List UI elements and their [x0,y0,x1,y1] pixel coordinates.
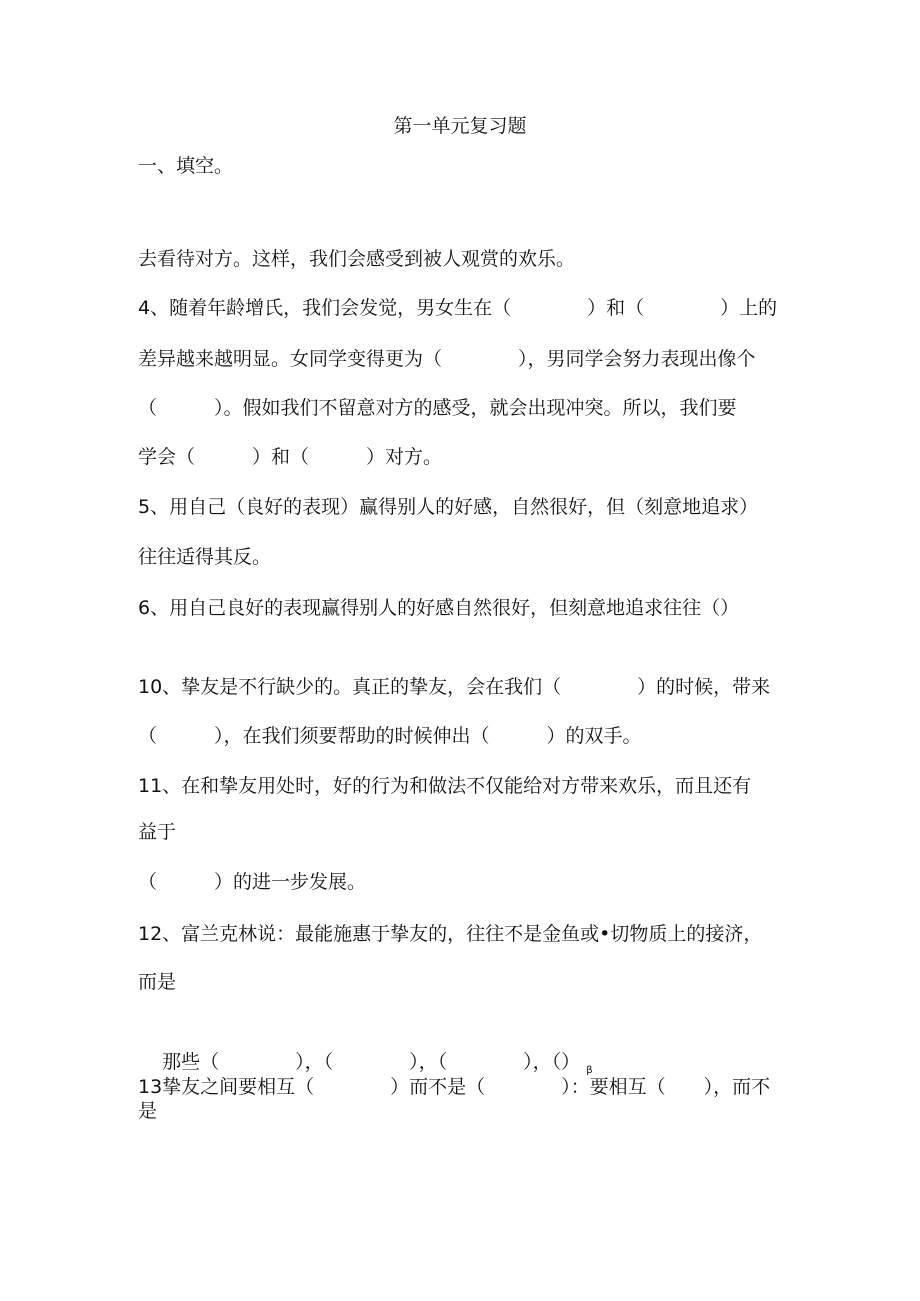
trailing-mark: β [586,1065,593,1076]
question-13-line-1: 13挚友之间要相互（ ）而不是（ ）：要相互（ ），而不 [138,1076,771,1098]
question-6-line: 6、用自己良好的表现赢得别人的好感自然很好，但刻意地追求往往（） [138,597,740,619]
page-title: 第一单元复习题 [393,115,527,137]
question-4-line-2: 差异越来越明显。女同学变得更为（ ），男同学会努力表现出像个 [138,348,756,370]
question-13-line-2: 是 [138,1100,158,1122]
text-line-1: 去看待对方。这样，我们会感受到被人观赏的欢乐。 [138,248,576,270]
question-4-line-1: 4、随着年龄增氏，我们会发觉，男女生在（ ）和（ ）上的 [138,297,778,319]
question-10-line-2: （ ），在我们须要帮助的时候伸出（ ）的双手。 [138,725,642,747]
question-4-line-4: 学会（ ）和（ ）对方。 [138,446,443,468]
question-11-line-2: 益于 [138,821,177,843]
question-12-line-1: 12、富兰克林说：最能施惠于挚友的，往往不是金鱼或•切物质上的接济， [138,923,763,945]
question-11-line-1: 11、在和挚友用处时，好的行为和做法不仅能给对方带来欢乐，而且还有 [138,775,752,797]
question-11-line-3: （ ）的进一步发展。 [138,871,367,893]
question-12-line-3-text: 那些（ ），（ ），（ ），（） [162,1051,581,1073]
section-heading-fill-in: 一、填空。 [138,155,234,177]
question-5-line-1: 5、用自己（良好的表现）赢得别人的好感，自然很好，但（刻意地追求） [138,496,759,518]
question-5-line-2: 往往适得其反。 [138,546,272,568]
question-12-line-2: 而是 [138,971,177,993]
question-4-line-3: （ ）。假如我们不留意对方的感受，就会出现冲突。所以，我们要 [138,397,737,419]
question-10-line-1: 10、挚友是不行缺少的。真正的挚友，会在我们（ ）的时候，带来 [138,676,771,698]
